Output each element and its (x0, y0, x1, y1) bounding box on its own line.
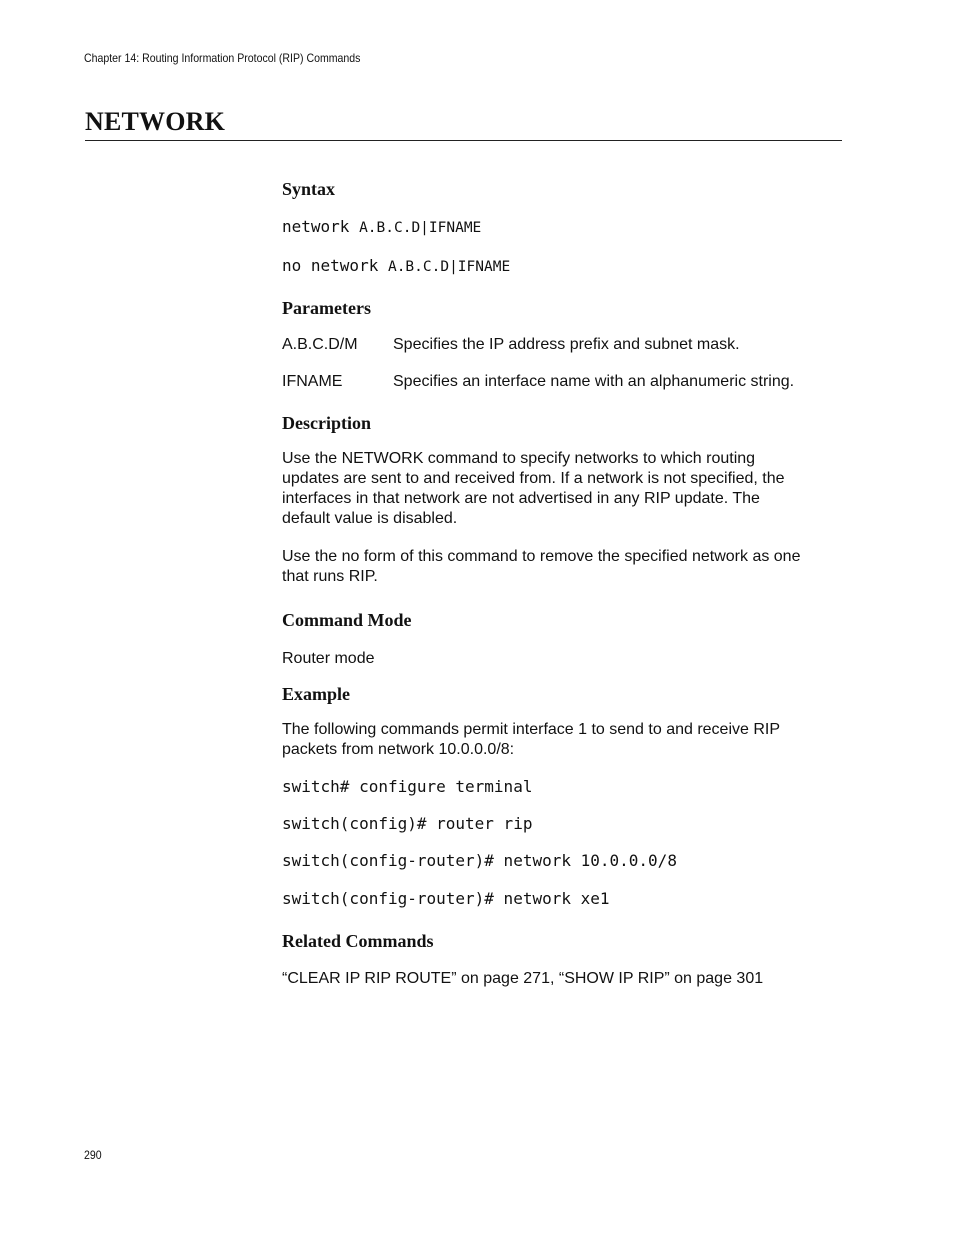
example-intro (282, 720, 847, 760)
description-paragraph (282, 547, 847, 587)
text-line: updates are sent to and received from. If a network is not specified, the (282, 470, 785, 487)
parameter-name: IFNAME (282, 373, 343, 390)
text-line: The following commands permit interface 1 to send to and receive RIP (282, 721, 781, 738)
syntax-line (282, 215, 847, 240)
running-header: Chapter 14: Routing Information Protocol (RIP) Commands (84, 51, 361, 65)
content-column (282, 176, 847, 989)
syntax-line-no-form (282, 254, 847, 279)
text-line: interfaces in that network are not advertised in any RIP update. The (282, 490, 760, 507)
page-title: NETWORK (85, 107, 226, 136)
parameter-description: Specifies the IP address prefix and subnet mask. (393, 336, 740, 353)
related-commands-heading: Related Commands (282, 931, 434, 951)
description-paragraph (282, 449, 847, 529)
example-code-line: switch(config-router)# network xe1 (282, 889, 610, 908)
text-line: packets from network 10.0.0.0/8: (282, 741, 515, 758)
example-heading: Example (282, 684, 351, 704)
command-mode-heading: Command Mode (282, 610, 412, 630)
text-line: Use the NETWORK command to specify networks to which routing (282, 450, 756, 467)
syntax-command: network (282, 217, 360, 236)
syntax-arguments: A.B.C.D|IFNAME (387, 259, 511, 275)
example-code-line: switch# configure terminal (282, 777, 533, 796)
parameter-description: Specifies an interface name with an alphanumeric string. (393, 373, 795, 390)
text-line: that runs RIP. (282, 568, 378, 585)
description-heading: Description (282, 413, 371, 433)
syntax-command: no network (282, 256, 388, 275)
parameters-heading: Parameters (282, 298, 371, 318)
parameter-name: A.B.C.D/M (282, 336, 358, 353)
syntax-arguments: A.B.C.D|IFNAME (359, 220, 482, 236)
example-code-line: switch(config-router)# network 10.0.0.0/8 (282, 851, 677, 870)
related-commands-text: “CLEAR IP RIP ROUTE” on page 271, “SHOW IP RIP” on page 301 (282, 970, 764, 987)
text-line: Use the no form of this command to remove the specified network as one (282, 548, 801, 565)
command-mode-text: Router mode (282, 650, 375, 667)
title-rule (85, 140, 842, 141)
example-code-line: switch(config)# router rip (282, 814, 533, 833)
page-number: 290 (84, 1148, 102, 1162)
parameter-row (282, 334, 847, 356)
text-line: default value is disabled. (282, 510, 458, 527)
parameter-row (282, 371, 847, 393)
syntax-heading: Syntax (282, 179, 336, 199)
